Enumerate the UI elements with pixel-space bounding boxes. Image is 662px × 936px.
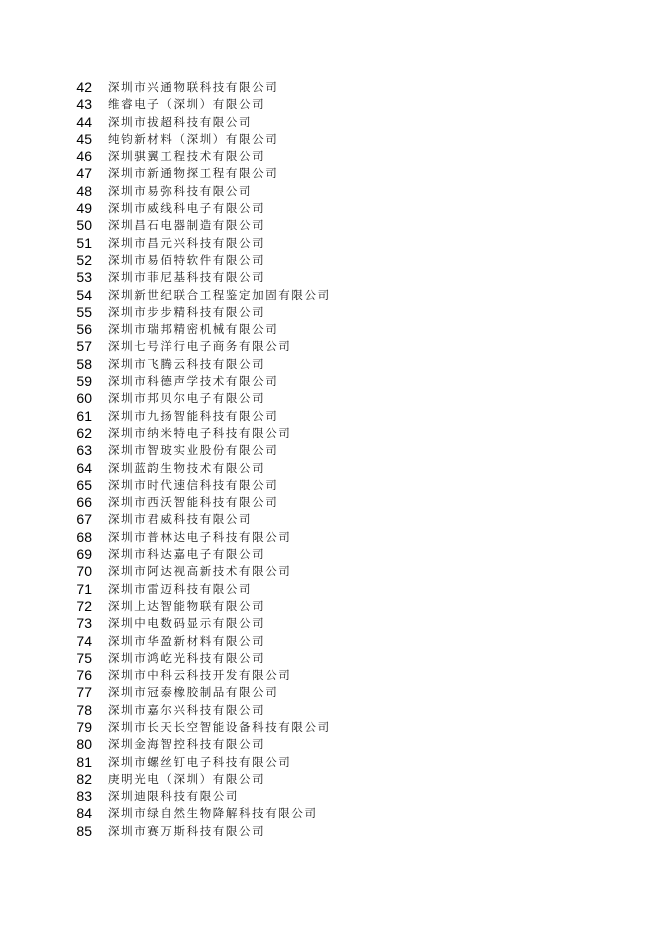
list-item	[0, 562, 662, 579]
row-number: 50	[76, 217, 92, 234]
list-item	[0, 355, 662, 372]
list-item	[0, 649, 662, 666]
row-number: 49	[76, 200, 92, 217]
row-number: 83	[76, 788, 92, 805]
list-item	[0, 147, 662, 164]
company-name: 深圳市科德声学技术有限公司	[108, 374, 279, 389]
list-item	[0, 78, 662, 95]
list-item	[0, 753, 662, 770]
company-name: 深圳骐翼工程技术有限公司	[108, 149, 266, 164]
list-item	[0, 493, 662, 510]
list-item	[0, 510, 662, 527]
company-list	[0, 78, 662, 839]
row-number: 53	[76, 269, 92, 286]
list-item	[0, 666, 662, 683]
list-item	[0, 770, 662, 787]
row-number: 73	[76, 615, 92, 632]
company-name: 深圳市西沃智能科技有限公司	[108, 495, 279, 510]
list-item	[0, 528, 662, 545]
row-number: 45	[76, 130, 92, 147]
row-number: 77	[76, 684, 92, 701]
row-number: 59	[76, 373, 92, 390]
row-number: 44	[76, 113, 92, 130]
row-number: 75	[76, 649, 92, 666]
row-number: 64	[76, 459, 92, 476]
company-name: 深圳市易弥科技有限公司	[108, 183, 253, 198]
row-number: 69	[76, 546, 92, 563]
company-name: 深圳市阿达视高新技术有限公司	[108, 564, 292, 579]
list-item	[0, 701, 662, 718]
row-number: 48	[76, 182, 92, 199]
row-number: 54	[76, 286, 92, 303]
company-name: 深圳蓝韵生物技术有限公司	[108, 460, 266, 475]
company-name: 深圳迪限科技有限公司	[108, 789, 239, 804]
row-number: 82	[76, 770, 92, 787]
list-item	[0, 389, 662, 406]
company-name: 深圳昌石电器制造有限公司	[108, 218, 266, 233]
company-name: 深圳市易佰特软件有限公司	[108, 252, 266, 267]
row-number: 74	[76, 632, 92, 649]
row-number: 78	[76, 701, 92, 718]
list-item	[0, 182, 662, 199]
list-item	[0, 407, 662, 424]
row-number: 70	[76, 563, 92, 580]
list-item	[0, 113, 662, 130]
row-number: 85	[76, 822, 92, 839]
list-item	[0, 216, 662, 233]
list-item	[0, 372, 662, 389]
list-item	[0, 683, 662, 700]
row-number: 58	[76, 355, 92, 372]
list-item	[0, 597, 662, 614]
row-number: 62	[76, 424, 92, 441]
list-item	[0, 164, 662, 181]
row-number: 61	[76, 407, 92, 424]
company-name: 深圳市冠泰橡胶制品有限公司	[108, 685, 279, 700]
row-number: 56	[76, 321, 92, 338]
company-name: 深圳市纳米特电子科技有限公司	[108, 425, 292, 440]
row-number: 60	[76, 390, 92, 407]
company-name: 深圳市新通物探工程有限公司	[108, 166, 279, 181]
row-number: 52	[76, 251, 92, 268]
list-item	[0, 580, 662, 597]
list-item	[0, 234, 662, 251]
company-name: 深圳市兴通物联科技有限公司	[108, 80, 279, 94]
company-name: 深圳市飞腾云科技有限公司	[108, 356, 266, 371]
company-name: 深圳市长天长空智能设备科技有限公司	[108, 719, 331, 734]
row-number: 51	[76, 234, 92, 251]
row-number: 72	[76, 597, 92, 614]
list-item	[0, 632, 662, 649]
company-name: 深圳市鸿屹光科技有限公司	[108, 650, 266, 665]
company-name: 纯钧新材料（深圳）有限公司	[108, 131, 279, 146]
row-number: 84	[76, 805, 92, 822]
list-item	[0, 822, 662, 839]
row-number: 66	[76, 494, 92, 511]
row-number: 57	[76, 338, 92, 355]
company-name: 深圳金海智控科技有限公司	[108, 737, 266, 752]
list-item	[0, 95, 662, 112]
row-number: 46	[76, 148, 92, 165]
list-item	[0, 476, 662, 493]
company-name: 深圳市智玻实业股份有限公司	[108, 443, 279, 458]
row-number: 79	[76, 718, 92, 735]
row-number: 63	[76, 442, 92, 459]
company-name: 深圳市赛万斯科技有限公司	[108, 823, 266, 838]
list-item	[0, 251, 662, 268]
list-item	[0, 303, 662, 320]
company-name: 深圳市菲尼基科技有限公司	[108, 270, 266, 285]
list-item	[0, 459, 662, 476]
company-name: 深圳市华盈新材料有限公司	[108, 633, 266, 648]
company-name: 深圳市威线科电子有限公司	[108, 201, 266, 216]
company-name: 深圳市时代速信科技有限公司	[108, 477, 279, 492]
company-name: 深圳市邦贝尔电子有限公司	[108, 391, 266, 406]
company-name: 深圳市步步精科技有限公司	[108, 304, 266, 319]
row-number: 80	[76, 736, 92, 753]
company-name: 深圳市拔超科技有限公司	[108, 114, 253, 129]
company-name: 深圳中电数码显示有限公司	[108, 616, 266, 631]
list-item	[0, 199, 662, 216]
company-name: 深圳市昌元兴科技有限公司	[108, 235, 266, 250]
list-item	[0, 337, 662, 354]
row-number: 65	[76, 476, 92, 493]
row-number: 55	[76, 303, 92, 320]
company-name: 深圳市九扬智能科技有限公司	[108, 408, 279, 423]
row-number: 67	[76, 511, 92, 528]
company-name: 深圳上达智能物联有限公司	[108, 598, 266, 613]
list-item	[0, 441, 662, 458]
company-name: 深圳市瑞邦精密机械有限公司	[108, 322, 279, 337]
list-item	[0, 130, 662, 147]
company-name: 深圳市普林达电子科技有限公司	[108, 529, 292, 544]
row-number: 71	[76, 580, 92, 597]
list-item	[0, 286, 662, 303]
list-item	[0, 545, 662, 562]
company-name: 深圳市中科云科技开发有限公司	[108, 668, 292, 683]
list-item	[0, 614, 662, 631]
company-name: 深圳七号洋行电子商务有限公司	[108, 339, 292, 354]
row-number: 43	[76, 96, 92, 113]
company-name: 庚明光电（深圳）有限公司	[108, 771, 266, 786]
row-number: 81	[76, 753, 92, 770]
list-item	[0, 804, 662, 821]
list-item	[0, 718, 662, 735]
list-item	[0, 320, 662, 337]
company-name: 深圳市君威科技有限公司	[108, 512, 253, 527]
company-name: 深圳新世纪联合工程鉴定加固有限公司	[108, 287, 331, 302]
row-number: 42	[76, 79, 92, 95]
company-name: 深圳市嘉尔兴科技有限公司	[108, 702, 266, 717]
company-name: 维睿电子（深圳）有限公司	[108, 97, 266, 112]
list-item	[0, 424, 662, 441]
row-number: 76	[76, 667, 92, 684]
company-name: 深圳市雷迈科技有限公司	[108, 581, 253, 596]
row-number: 47	[76, 165, 92, 182]
list-item	[0, 268, 662, 285]
company-name: 深圳市绿自然生物降解科技有限公司	[108, 806, 318, 821]
row-number: 68	[76, 528, 92, 545]
list-item	[0, 787, 662, 804]
company-name: 深圳市螺丝钉电子科技有限公司	[108, 754, 292, 769]
list-item	[0, 735, 662, 752]
company-name: 深圳市科达嘉电子有限公司	[108, 547, 266, 562]
